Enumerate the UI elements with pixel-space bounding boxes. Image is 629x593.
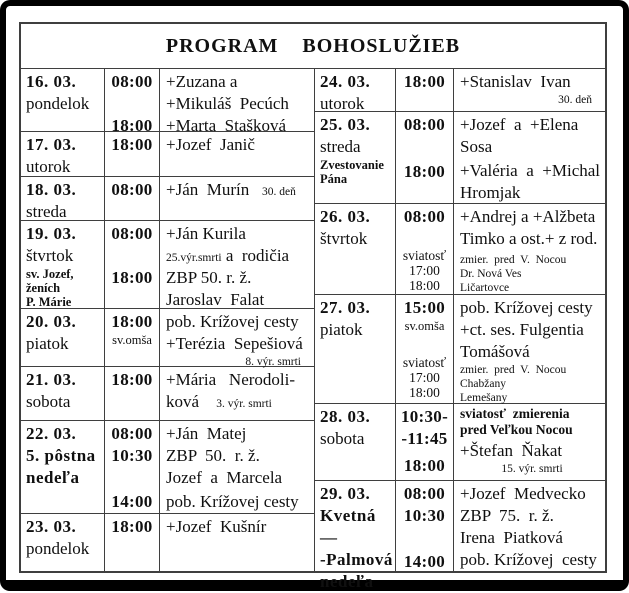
description-cell xyxy=(160,514,314,571)
time-note: sviatosť xyxy=(402,355,447,370)
service-text xyxy=(166,179,313,201)
time-value: 18:00 xyxy=(111,370,153,389)
service-text: ZBP 50. r. ž. xyxy=(166,446,260,465)
service-text: +Jozef Kušnír xyxy=(166,517,267,536)
date-cell xyxy=(315,404,395,480)
time-value: 18:00 xyxy=(111,268,153,287)
time-cell xyxy=(395,295,454,403)
date-text: 25. 03. xyxy=(320,115,371,134)
time-value: 18:00 xyxy=(111,135,153,154)
time-cell xyxy=(104,177,160,220)
page-title: PROGRAM BOHOSLUŽIEB xyxy=(21,24,605,69)
table-row xyxy=(21,177,314,221)
description-cell xyxy=(454,204,605,294)
service-text: +Zuzana a xyxy=(166,72,238,91)
time-value: 14:00 xyxy=(403,552,446,571)
time-value: 08:00 xyxy=(403,484,446,503)
description-cell xyxy=(160,69,314,135)
service-text: Irena Piatková xyxy=(460,528,563,547)
date-text: 23. 03. xyxy=(26,517,77,536)
time-cell xyxy=(104,514,160,571)
service-text: pob. Krížovej cesty xyxy=(460,550,597,569)
time-cell xyxy=(104,221,160,308)
feast-note: P. Márie xyxy=(26,295,72,309)
time-value: -11:45 xyxy=(401,429,448,448)
service-note: 3. výr. smrti xyxy=(199,398,272,410)
time-value: 18:00 xyxy=(111,116,153,135)
service-text: +Andrej a +Alžbeta xyxy=(460,207,596,226)
weekday-text: streda xyxy=(26,202,67,221)
service-text: Jozef a Marcela xyxy=(166,468,283,487)
table-row xyxy=(21,421,314,514)
service-text: +ct. ses. Fulgentia xyxy=(460,320,584,339)
time-cell xyxy=(395,112,454,203)
service-text: +Ján Matej xyxy=(166,424,247,443)
description-cell xyxy=(160,309,314,366)
time-value: 08:00 xyxy=(403,115,446,134)
date-text: nedeľa xyxy=(320,572,374,591)
service-note: Ličartovce xyxy=(460,282,510,294)
service-text: +Mikuláš Pecúch xyxy=(166,94,289,113)
weekday-text: pondelok xyxy=(26,94,90,113)
service-note-bold: pred Veľkou Nocou xyxy=(460,422,573,437)
time-cell xyxy=(395,404,454,480)
service-text: Hromjak xyxy=(460,183,521,202)
time-value: 10:30 xyxy=(403,506,446,525)
date-text: 17. 03. xyxy=(26,135,77,154)
weekday-text: piatok xyxy=(26,334,69,353)
service-text: +Mária Nerodoli- xyxy=(166,370,296,389)
service-text: +Ján Kurila xyxy=(166,224,246,243)
date-cell xyxy=(315,112,395,203)
service-note: 30. deň xyxy=(558,94,592,106)
service-note: 30. deň xyxy=(262,186,296,198)
time-note: 17:00 xyxy=(409,263,440,278)
schedule-tables xyxy=(21,69,605,591)
schedule-table-left xyxy=(21,69,315,571)
table-row xyxy=(315,404,605,481)
table-row xyxy=(315,112,605,204)
service-text: +Terézia Sepešiová xyxy=(166,334,303,353)
service-text: ZBP 50. r. ž. xyxy=(166,268,252,287)
description-cell xyxy=(454,112,605,203)
service-text: pob. Krížovej cesty xyxy=(460,298,593,317)
time-cell xyxy=(395,204,454,294)
description-cell xyxy=(454,295,605,403)
table-row xyxy=(21,367,314,421)
service-text: pob. Krížovej cesty xyxy=(166,312,299,331)
description-cell xyxy=(160,177,314,220)
table-row xyxy=(21,69,314,135)
date-text: 27. 03. xyxy=(320,298,371,317)
date-text: 18. 03. xyxy=(26,180,77,199)
table-row xyxy=(21,514,314,571)
service-text: ZBP 75. r. ž. xyxy=(460,506,554,525)
service-text: +Jozef Janič xyxy=(166,135,255,154)
weekday-text: štvrtok xyxy=(26,246,74,265)
service-text: +Stanislav Ivan xyxy=(460,72,571,91)
service-text: +Valéria a +Michal xyxy=(460,161,601,180)
service-text: Timko a ost.+ z rod. xyxy=(460,229,598,248)
time-cell xyxy=(395,481,454,571)
service-text: Tomášová xyxy=(460,342,530,361)
time-cell xyxy=(104,69,160,135)
time-value: 08:00 xyxy=(403,207,446,226)
weekday-text: sobota xyxy=(26,392,71,411)
description-cell xyxy=(454,69,605,111)
weekday-text: streda xyxy=(320,137,361,156)
feast-note: Zvestovanie xyxy=(320,158,384,172)
service-note: 8. výr. smrti xyxy=(245,356,301,368)
date-cell xyxy=(315,481,395,591)
feast-note: Pána xyxy=(320,172,348,186)
time-value: 10:30- xyxy=(400,407,449,426)
service-text: +Jozef Medvecko xyxy=(460,484,586,503)
date-text: 16. 03. xyxy=(26,72,77,91)
date-text: 24. 03. xyxy=(320,72,371,91)
date-cell xyxy=(21,221,104,308)
feast-note: sv. Jozef, xyxy=(26,267,74,281)
service-note: Lemešany xyxy=(460,392,508,404)
date-cell xyxy=(315,69,395,111)
table-row xyxy=(315,295,605,404)
date-text: 28. 03. xyxy=(320,407,371,426)
time-value: 18:00 xyxy=(111,312,153,331)
date-text: 20. 03. xyxy=(26,312,77,331)
date-cell xyxy=(315,295,395,403)
table-row xyxy=(315,204,605,295)
service-text: Sosa xyxy=(460,137,493,156)
weekday-text: pondelok xyxy=(26,539,90,558)
time-note: sv.omša xyxy=(112,333,152,347)
service-note: 25.výr.smrti xyxy=(166,252,222,264)
date-text: 26. 03. xyxy=(320,207,371,226)
time-cell xyxy=(104,421,160,513)
time-value: 18:00 xyxy=(403,72,446,91)
table-row xyxy=(21,221,314,309)
service-note: 15. výr. smrti xyxy=(501,463,563,475)
service-note: Chabžany xyxy=(460,378,506,390)
schedule-sheet xyxy=(19,22,607,591)
service-note: zmier. pred V. Nocou xyxy=(460,364,567,376)
description-cell xyxy=(160,221,314,308)
service-text: +Jozef a +Elena xyxy=(460,115,579,134)
date-cell xyxy=(21,421,104,513)
time-value: 08:00 xyxy=(111,72,153,91)
service-text: Jaroslav Falat xyxy=(166,290,265,309)
schedule-table-right xyxy=(315,69,605,591)
time-note: sv.omša xyxy=(404,319,445,333)
time-value: 08:00 xyxy=(111,224,153,243)
service-note: Dr. Nová Ves xyxy=(460,268,522,280)
weekday-text: sobota xyxy=(320,429,365,448)
time-cell xyxy=(104,132,160,176)
time-value: 15:00 xyxy=(403,298,446,317)
description-cell xyxy=(160,367,314,420)
description-cell xyxy=(160,421,314,513)
table-row xyxy=(21,132,314,177)
service-text: pob. Krížovej cesty xyxy=(166,492,299,511)
weekday-text: utorok xyxy=(320,94,365,113)
time-value: 08:00 xyxy=(111,424,153,443)
time-value: 14:00 xyxy=(111,492,153,511)
service-text xyxy=(166,391,313,413)
table-row xyxy=(315,481,605,591)
date-cell xyxy=(21,367,104,420)
time-cell xyxy=(104,309,160,366)
feast-note: ženích xyxy=(26,281,61,295)
time-cell xyxy=(104,367,160,420)
weekday-text: štvrtok xyxy=(320,229,368,248)
time-value: 08:00 xyxy=(111,180,153,199)
description-cell xyxy=(454,481,605,571)
date-cell xyxy=(21,69,104,131)
date-cell xyxy=(315,204,395,294)
service-text xyxy=(166,245,313,267)
date-cell xyxy=(21,132,104,176)
date-cell xyxy=(21,177,104,220)
time-note: 17:00 xyxy=(409,370,440,385)
service-note: zmier. pred V. Nocou xyxy=(460,254,567,266)
service-text: +Ján Murín xyxy=(166,180,262,199)
service-text: +Marta Stašková xyxy=(166,116,287,135)
time-value: 18:00 xyxy=(403,456,446,475)
weekday-text: utorok xyxy=(26,157,71,176)
date-cell xyxy=(21,514,104,571)
time-value: 18:00 xyxy=(111,517,153,536)
time-cell xyxy=(395,69,454,111)
date-text: 19. 03. xyxy=(26,224,77,243)
table-row xyxy=(21,309,314,367)
date-cell xyxy=(21,309,104,366)
date-text: 22. 03. xyxy=(26,424,77,443)
time-note: sviatosť xyxy=(402,248,447,263)
table-row xyxy=(315,69,605,112)
time-note: 18:00 xyxy=(409,278,440,293)
date-text: -Palmová xyxy=(320,550,393,569)
time-value: 10:30 xyxy=(111,446,153,465)
date-text: 5. pôstna xyxy=(26,446,96,465)
service-text: +Štefan Ňakat xyxy=(460,441,563,460)
service-text: ková xyxy=(166,392,200,411)
service-text: a rodičia xyxy=(221,246,290,265)
weekday-text: piatok xyxy=(320,320,363,339)
date-text: Kvetná — xyxy=(320,506,381,547)
description-cell xyxy=(454,404,605,480)
service-note-bold: sviatosť zmierenia xyxy=(460,406,570,421)
date-text: nedeľa xyxy=(26,468,80,487)
time-note: 18:00 xyxy=(409,385,440,400)
description-cell xyxy=(160,132,314,176)
time-value: 18:00 xyxy=(403,162,446,181)
date-text: 29. 03. xyxy=(320,484,371,503)
date-text: 21. 03. xyxy=(26,370,77,389)
